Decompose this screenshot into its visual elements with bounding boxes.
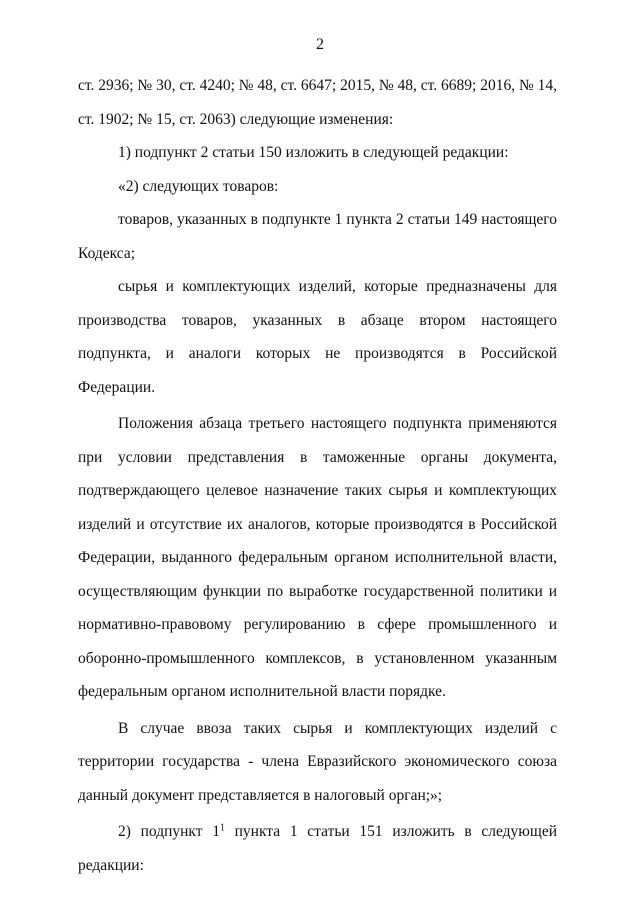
- subitem-2-heading: «2) следующих товаров:: [118, 177, 279, 195]
- paragraph-import-case: В случае ввоза таких сырья и комплектующих изделий с территории государства - члена Евразийского экономического союза данный документ представляется в налоговый орган;»;: [78, 719, 557, 804]
- list-item-1: 1) подпункт 2 статьи 150 изложить в следующей редакции:: [118, 144, 509, 161]
- list-item-2: [78, 815, 557, 882]
- list-item-2-start: 2) подпункт 1: [118, 823, 220, 840]
- paragraph-provisions: Положения абзаца третьего настоящего подпункта применяются при условии представления в таможенные органы документа, подтверждающего целевое назначение таких сырья и комплектующих изделий и отсутствие их аналогов, которые производятся в Российской Федерации, выданного федеральным органом исполнительной власти, осуществляющим функции по выработке государственной политики и нормативно-правовому регулированию в сфере промышленного и оборонно-промышленного комплексов, в установленном указанным федеральным органом исполнительной власти порядке.: [78, 415, 557, 700]
- superscript-number: 1: [219, 822, 225, 834]
- paragraph-continuation: ст. 2936; № 30, ст. 4240; № 48, ст. 6647; 2015, № 48, ст. 6689; 2016, № 14, ст. 1902; № 15, ст. 2063) следующие изменения:: [78, 77, 557, 128]
- list-item-2-end: пункта 1 статьи 151 изложить в следующей редакции:: [78, 823, 557, 874]
- page-number: 2: [316, 36, 324, 53]
- document-body: [78, 69, 557, 882]
- paragraph-raw-materials: сырья и комплектующих изделий, которые предназначены для производства товаров, указанных в абзаце втором настоящего подпункта, и аналоги которых не производятся в Российской Федерации.: [78, 278, 557, 396]
- paragraph-goods: товаров, указанных в подпункте 1 пункта 2 статьи 149 настоящего Кодекса;: [78, 211, 557, 262]
